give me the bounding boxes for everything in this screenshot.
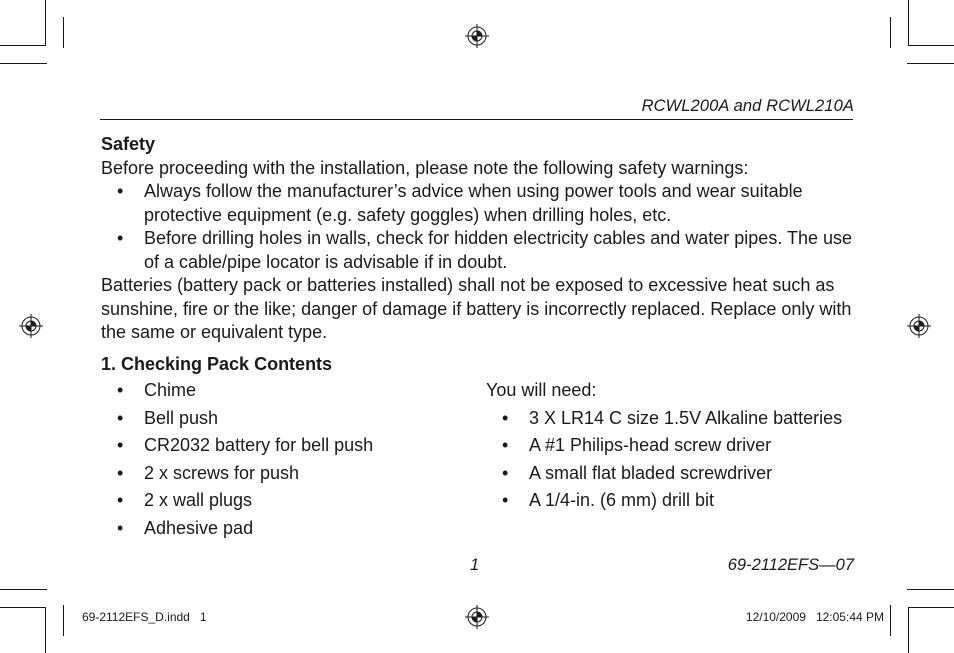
crop-mark xyxy=(0,607,46,608)
registration-target-icon xyxy=(465,605,489,629)
list-item xyxy=(101,180,861,227)
list-item xyxy=(101,227,861,274)
list-item xyxy=(101,434,461,457)
crop-mark xyxy=(890,605,891,636)
safety-intro: Before proceeding with the installation, please note the following safety warnings: xyxy=(101,157,749,178)
crop-mark xyxy=(907,63,954,64)
crop-mark xyxy=(907,589,954,590)
page-number: 1 xyxy=(470,556,480,574)
bullet-icon: • xyxy=(502,490,509,510)
bullet-icon: • xyxy=(502,407,509,428)
list-item xyxy=(101,462,461,485)
safety-warning-text: Before drilling holes in walls, check for hidden electricity cables and water pipes. The use of a cable/pipe locator is advisable if in doubt. xyxy=(144,228,853,272)
list-item xyxy=(486,489,846,512)
bullet-icon: • xyxy=(117,380,124,400)
tool-item-text: A #1 Philips-head screw driver xyxy=(529,435,772,455)
battery-note: Batteries (battery pack or batteries installed) shall not be exposed to excessive heat such as sunshine, fire or the like; danger of damage if battery is incorrectly replaced. Replace only with the same or equivalent type. xyxy=(101,275,852,342)
crop-mark xyxy=(908,607,909,653)
crop-mark xyxy=(0,45,46,46)
slug-timestamp: 12/10/2009 12:05:44 PM xyxy=(745,610,884,624)
crop-mark xyxy=(0,63,47,64)
list-item xyxy=(486,407,846,430)
registration-target-icon xyxy=(907,314,931,338)
list-item xyxy=(101,517,461,540)
list-item xyxy=(101,379,461,402)
tool-item-text: A small flat bladed screwdriver xyxy=(529,462,773,483)
pack-item-text: Chime xyxy=(144,380,197,400)
document-code: 69-2112EFS—07 xyxy=(727,556,854,574)
bullet-icon: • xyxy=(502,435,509,455)
crop-mark xyxy=(908,45,954,46)
registration-target-icon xyxy=(465,24,489,48)
bullet-icon: • xyxy=(117,435,124,455)
bullet-icon: • xyxy=(117,517,124,538)
pack-item-text: Adhesive pad xyxy=(144,517,254,538)
bullet-icon: • xyxy=(117,407,124,428)
bullet-icon: • xyxy=(117,181,124,201)
crop-mark xyxy=(908,607,954,608)
crop-mark xyxy=(0,589,47,590)
safety-warning-text: Always follow the manufacturer’s advice when using power tools and wear suitable protective equipment (e.g. safety goggles) when drilling holes, etc. xyxy=(144,181,803,225)
tools-needed-list xyxy=(486,407,846,513)
tool-item-text: 3 X LR14 C size 1.5V Alkaline batteries xyxy=(529,407,843,428)
running-header-title: RCWL200A and RCWL210A xyxy=(641,97,854,115)
crop-mark xyxy=(45,0,46,46)
bullet-icon: • xyxy=(117,228,124,248)
tool-item-text: A 1/4-in. (6 mm) drill bit xyxy=(529,490,715,510)
tools-needed-intro: You will need: xyxy=(486,380,597,400)
list-item xyxy=(486,462,846,485)
pack-item-text: 2 x screws for push xyxy=(144,462,300,483)
bullet-icon: • xyxy=(117,462,124,483)
header-rule xyxy=(100,119,853,120)
list-item xyxy=(101,407,461,430)
bullet-icon: • xyxy=(502,462,509,483)
pack-contents-list xyxy=(101,379,461,540)
crop-mark xyxy=(45,607,46,653)
crop-mark xyxy=(63,605,64,636)
slug-filename: 69-2112EFS_D.indd 1 xyxy=(82,610,207,624)
pack-item-text: CR2032 battery for bell push xyxy=(144,435,374,455)
crop-mark xyxy=(63,17,64,48)
safety-heading: Safety xyxy=(101,134,156,154)
crop-mark xyxy=(890,17,891,48)
pack-item-text: 2 x wall plugs xyxy=(144,490,253,510)
pack-item-text: Bell push xyxy=(144,407,219,428)
pack-contents-column xyxy=(101,379,461,544)
list-item xyxy=(486,434,846,457)
tools-needed-column xyxy=(486,379,846,517)
safety-warning-list xyxy=(101,180,861,274)
safety-section xyxy=(101,133,861,345)
bullet-icon: • xyxy=(117,490,124,510)
crop-mark xyxy=(908,0,909,46)
list-item xyxy=(101,489,461,512)
pack-contents-heading: 1. Checking Pack Contents xyxy=(101,354,333,374)
registration-target-icon xyxy=(19,314,43,338)
